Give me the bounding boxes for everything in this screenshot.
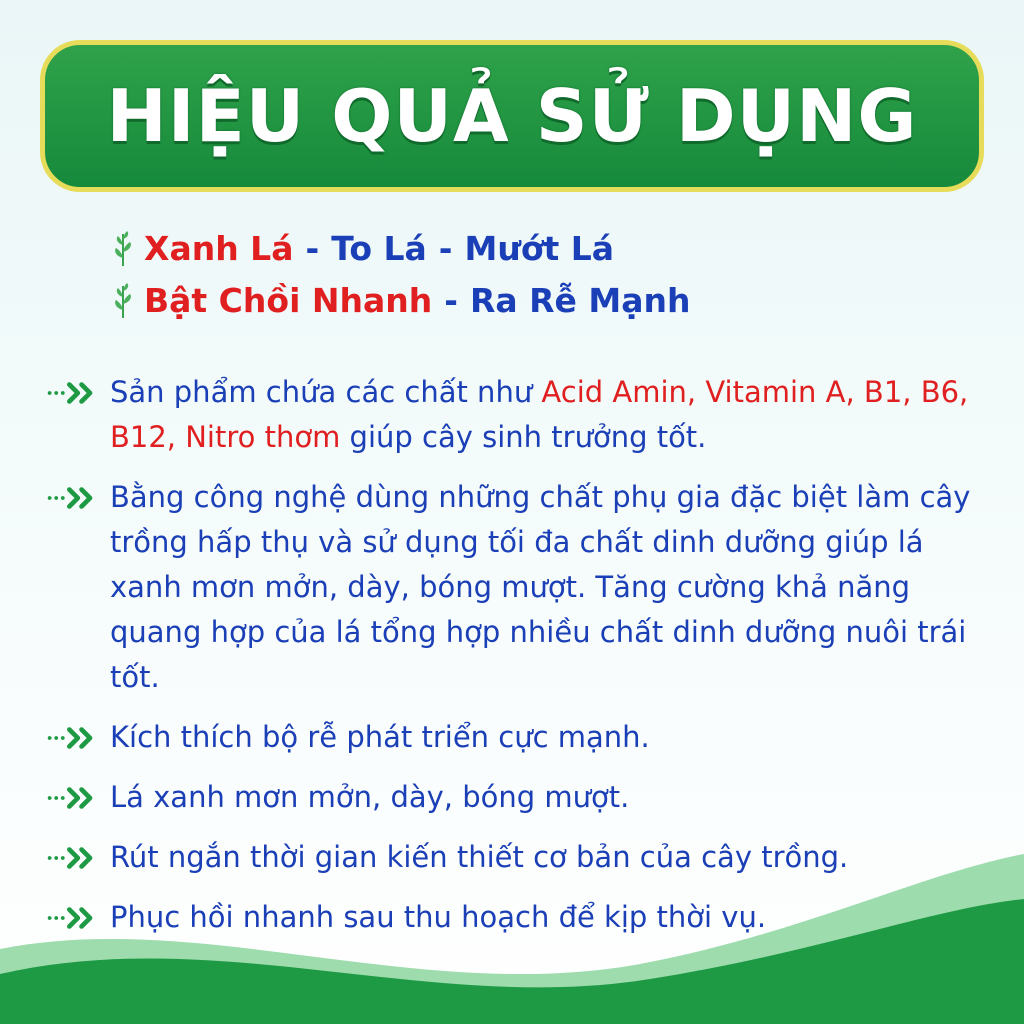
highlight-row — [110, 274, 690, 326]
benefit-item — [44, 895, 984, 940]
benefit-text — [110, 475, 984, 700]
separator-dash: - — [305, 228, 320, 268]
benefit-item — [44, 370, 984, 460]
highlight-text: Mướt Lá — [464, 228, 615, 268]
benefit-text — [110, 370, 984, 460]
double-chevron-icon — [44, 835, 110, 880]
benefit-segment: Acid Amin, Vitamin A, B1, B6, B12, Nitro thơm — [110, 375, 969, 454]
benefit-item — [44, 715, 984, 760]
title-banner — [40, 40, 984, 192]
benefit-item — [44, 775, 984, 820]
benefit-segment: Kích thích bộ rễ phát triển cực mạnh. — [110, 720, 650, 754]
leaf-icon — [110, 228, 136, 268]
separator-dash: - — [438, 228, 453, 268]
double-chevron-icon — [44, 475, 110, 520]
benefit-text — [110, 715, 984, 760]
benefit-text — [110, 895, 984, 940]
page-title: HIỆU QUẢ SỬ DỤNG — [106, 74, 918, 158]
benefit-item — [44, 475, 984, 700]
highlight-row — [110, 222, 690, 274]
benefit-segment: Lá xanh mơn mởn, dày, bóng mượt. — [110, 780, 630, 814]
double-chevron-icon — [44, 775, 110, 820]
double-chevron-icon — [44, 715, 110, 760]
highlight-text: Bật Chồi Nhanh — [144, 280, 433, 320]
benefit-text — [110, 775, 984, 820]
double-chevron-icon — [44, 895, 110, 940]
highlight-text: To Lá — [331, 228, 427, 268]
benefit-text — [110, 835, 984, 880]
highlight-text: Ra Rễ Mạnh — [469, 280, 691, 320]
benefit-segment: Rút ngắn thời gian kiến thiết cơ bản của cây trồng. — [110, 840, 849, 874]
benefit-item — [44, 835, 984, 880]
benefit-segment: Bằng công nghệ dùng những chất phụ gia đặc biệt làm cây trồng hấp thụ và sử dụng tối đa chất dinh dưỡng giúp lá xanh mơn mởn, dày, bóng mượt. Tăng cường khả năng quang hợp của lá tổng hợp nhiều chất dinh dưỡng nuôi trái tốt. — [110, 480, 971, 694]
double-chevron-icon — [44, 370, 110, 415]
leaf-icon — [110, 280, 136, 320]
benefit-segment: giúp cây sinh trưởng tốt. — [340, 420, 707, 454]
benefits-list — [44, 370, 984, 955]
highlight-text: Xanh Lá — [144, 228, 294, 268]
separator-dash: - — [444, 280, 458, 320]
highlights-list — [110, 222, 690, 326]
benefit-segment: Sản phẩm chứa các chất như — [110, 375, 542, 409]
benefit-segment: Phục hồi nhanh sau thu hoạch để kịp thời vụ. — [110, 900, 767, 934]
